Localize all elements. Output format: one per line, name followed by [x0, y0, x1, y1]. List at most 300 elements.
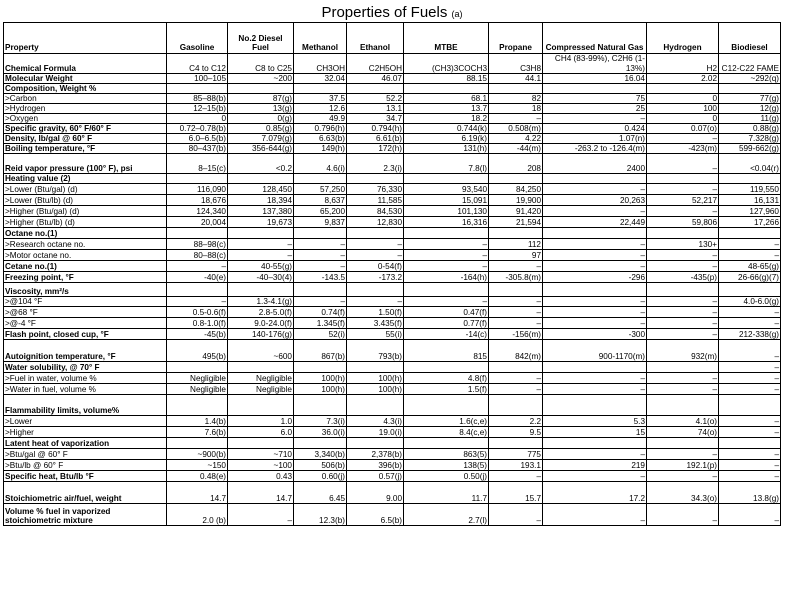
table-cell: C12-C22 FAME [719, 54, 781, 74]
table-cell: 1.5(f) [404, 384, 489, 395]
table-cell: 2.8-5.0(f) [228, 307, 294, 318]
table-row [4, 144, 781, 154]
table-cell: 842(m) [489, 340, 543, 362]
table-cell: – [543, 261, 647, 272]
table-cell: 0.796(h) [294, 124, 347, 134]
table-cell: 0.43 [228, 471, 294, 482]
table-cell [719, 283, 781, 297]
table-cell: 13.8(g) [719, 482, 781, 504]
table-cell: 13.1 [347, 104, 404, 114]
table-cell [294, 84, 347, 94]
table-cell: – [543, 239, 647, 250]
table-cell: – [347, 250, 404, 261]
table-cell: – [719, 384, 781, 395]
table-cell: CH4 (83-99%), C2H6 (1-13%) [543, 54, 647, 74]
table-cell [543, 84, 647, 94]
table-cell: 12,830 [347, 217, 404, 228]
table-cell: – [489, 471, 543, 482]
table-cell [647, 283, 719, 297]
table-cell: -305.8(m) [489, 272, 543, 283]
table-cell: 495(b) [167, 340, 228, 362]
table-cell: 6.0–6.5(b) [167, 134, 228, 144]
table-cell: 3.435(f) [347, 318, 404, 329]
row-label: Boiling temperature, °F [4, 144, 167, 154]
table-row [4, 329, 781, 340]
table-row [4, 283, 781, 297]
table-cell: 26-66(g)(7) [719, 272, 781, 283]
table-cell: 208 [489, 154, 543, 174]
row-label: Specific heat, Btu/lb °F [4, 471, 167, 482]
table-cell: C4 to C12 [167, 54, 228, 74]
row-label: >Higher (Btu/lb) (d) [4, 217, 167, 228]
table-cell [294, 174, 347, 184]
row-label: Volume % fuel in vaporized stoichiometric mixture [4, 504, 167, 526]
table-cell: – [543, 318, 647, 329]
table-cell: 55(i) [347, 329, 404, 340]
table-row [4, 482, 781, 504]
row-label: Flammability limits, volume% [4, 395, 167, 416]
table-cell: 57,250 [294, 184, 347, 195]
row-label: >@68 °F [4, 307, 167, 318]
table-cell: 119,550 [719, 184, 781, 195]
table-cell [347, 174, 404, 184]
table-cell [347, 84, 404, 94]
table-cell: – [294, 250, 347, 261]
table-cell: 6.19(k) [404, 134, 489, 144]
table-cell: – [228, 504, 294, 526]
table-cell [489, 228, 543, 239]
table-cell: – [489, 373, 543, 384]
table-cell: ~150 [167, 460, 228, 471]
table-cell [543, 395, 647, 416]
table-row [4, 154, 781, 174]
table-cell: – [543, 184, 647, 195]
table-cell: – [543, 504, 647, 526]
table-cell: (CH3)3COCH3 [404, 54, 489, 74]
table-cell: – [489, 114, 543, 124]
table-cell: 100–105 [167, 74, 228, 84]
table-cell: 80–437(b) [167, 144, 228, 154]
table-cell: 4.3(i) [347, 416, 404, 427]
table-cell: 15 [543, 427, 647, 438]
table-cell: – [404, 261, 489, 272]
table-cell: 6.61(b) [347, 134, 404, 144]
table-cell: – [719, 250, 781, 261]
table-cell [489, 438, 543, 449]
table-cell: – [647, 250, 719, 261]
table-cell: – [647, 307, 719, 318]
row-label: >@104 °F [4, 297, 167, 307]
table-cell [228, 283, 294, 297]
row-label: Composition, Weight % [4, 84, 167, 94]
table-cell: 18,394 [228, 195, 294, 206]
row-label: >Hydrogen [4, 104, 167, 114]
table-cell: 0.47(f) [404, 307, 489, 318]
table-row [4, 307, 781, 318]
table-cell: 0.07(o) [647, 124, 719, 134]
table-cell [347, 362, 404, 373]
table-cell: Negligible [167, 373, 228, 384]
table-cell: 775 [489, 449, 543, 460]
table-cell: 0.60(j) [294, 471, 347, 482]
table-cell: ~710 [228, 449, 294, 460]
table-cell: 212-338(g) [719, 329, 781, 340]
table-row [4, 395, 781, 416]
table-row [4, 362, 781, 373]
table-cell: C8 to C25 [228, 54, 294, 74]
table-cell: 219 [543, 460, 647, 471]
table-cell: – [543, 307, 647, 318]
row-label: >Oxygen [4, 114, 167, 124]
table-cell [719, 174, 781, 184]
table-cell: 76,330 [347, 184, 404, 195]
table-cell: – [294, 239, 347, 250]
row-label: >Higher (Btu/gal) (d) [4, 206, 167, 217]
row-label: >Research octane no. [4, 239, 167, 250]
row-label: >Btu/lb @ 60° F [4, 460, 167, 471]
table-cell [489, 84, 543, 94]
header-biodiesel: Biodiesel [719, 23, 781, 54]
header-gasoline: Gasoline [167, 23, 228, 54]
table-cell: 82 [489, 94, 543, 104]
table-cell: 11,585 [347, 195, 404, 206]
table-cell: 192.1(p) [647, 460, 719, 471]
table-cell: 100 [647, 104, 719, 114]
table-cell [294, 228, 347, 239]
table-cell: 34.7 [347, 114, 404, 124]
table-cell: – [647, 471, 719, 482]
table-row [4, 340, 781, 362]
table-cell: <0.2 [228, 154, 294, 174]
table-cell: 77(g) [719, 94, 781, 104]
table-row [4, 104, 781, 114]
table-cell: 19,673 [228, 217, 294, 228]
table-cell: 815 [404, 340, 489, 362]
table-row [4, 114, 781, 124]
table-row [4, 174, 781, 184]
table-cell: 12.3(b) [294, 504, 347, 526]
row-label: Stoichiometric air/fuel, weight [4, 482, 167, 504]
table-cell: Negligible [228, 384, 294, 395]
table-cell: 12.6 [294, 104, 347, 114]
table-cell [647, 395, 719, 416]
table-cell: 2.0 (b) [167, 504, 228, 526]
table-cell: 44.1 [489, 74, 543, 84]
table-cell: 0.50(j) [404, 471, 489, 482]
table-cell: 4.1(o) [647, 416, 719, 427]
table-row [4, 449, 781, 460]
table-row [4, 460, 781, 471]
table-row [4, 471, 781, 482]
table-cell [167, 84, 228, 94]
table-cell [347, 228, 404, 239]
table-cell: 87(g) [228, 94, 294, 104]
header-mtbe: MTBE [404, 23, 489, 54]
table-cell: – [347, 239, 404, 250]
table-cell: 32.04 [294, 74, 347, 84]
table-cell [543, 174, 647, 184]
table-cell: 18 [489, 104, 543, 114]
table-cell: ~200 [228, 74, 294, 84]
table-cell: 124,340 [167, 206, 228, 217]
table-cell: 91,420 [489, 206, 543, 217]
table-row [4, 54, 781, 74]
table-cell: 18,676 [167, 195, 228, 206]
table-cell: 36.0(i) [294, 427, 347, 438]
table-row [4, 124, 781, 134]
table-cell: 0.74(f) [294, 307, 347, 318]
table-cell: 65,200 [294, 206, 347, 217]
table-cell: 9,837 [294, 217, 347, 228]
table-cell: 2400 [543, 154, 647, 174]
table-cell: – [489, 318, 543, 329]
table-row [4, 206, 781, 217]
table-cell: 0.8-1.0(f) [167, 318, 228, 329]
table-cell: – [543, 206, 647, 217]
table-cell: 25 [543, 104, 647, 114]
table-cell: – [719, 416, 781, 427]
table-cell: – [719, 362, 781, 373]
table-cell: 2.7(l) [404, 504, 489, 526]
table-cell: 131(h) [404, 144, 489, 154]
table-cell: <0.04(r) [719, 154, 781, 174]
table-body [4, 23, 781, 526]
table-cell: – [294, 261, 347, 272]
table-cell: 1.4(b) [167, 416, 228, 427]
table-cell: 5.3 [543, 416, 647, 427]
table-cell: 19,900 [489, 195, 543, 206]
table-row [4, 261, 781, 272]
table-cell: – [228, 239, 294, 250]
table-cell: 52(i) [294, 329, 347, 340]
table-cell: 2,378(b) [347, 449, 404, 460]
table-cell: – [719, 373, 781, 384]
table-cell: 0 [647, 114, 719, 124]
table-cell: 101,130 [404, 206, 489, 217]
table-cell [167, 283, 228, 297]
table-cell: – [719, 449, 781, 460]
table-cell: 34.3(o) [647, 482, 719, 504]
table-cell [404, 228, 489, 239]
table-cell: 0.72–0.78(b) [167, 124, 228, 134]
table-cell [404, 438, 489, 449]
table-cell: 2.3(i) [347, 154, 404, 174]
table-cell [294, 362, 347, 373]
table-cell: – [647, 154, 719, 174]
table-cell: 116,090 [167, 184, 228, 195]
table-cell: – [647, 329, 719, 340]
table-cell [294, 283, 347, 297]
table-cell [647, 228, 719, 239]
row-label: Autoignition temperature, °F [4, 340, 167, 362]
table-row [4, 438, 781, 449]
table-cell: 11(g) [719, 114, 781, 124]
table-cell: 1.0 [228, 416, 294, 427]
table-cell [228, 362, 294, 373]
table-cell: 506(b) [294, 460, 347, 471]
table-cell: 4.0-6.0(g) [719, 297, 781, 307]
table-cell: 863(5) [404, 449, 489, 460]
table-cell: – [719, 460, 781, 471]
table-cell: H2 [647, 54, 719, 74]
row-label: >@-4 °F [4, 318, 167, 329]
table-cell [543, 362, 647, 373]
table-cell: – [404, 250, 489, 261]
table-row [4, 504, 781, 526]
table-cell: 138(5) [404, 460, 489, 471]
table-cell: – [489, 261, 543, 272]
table-cell: 17,266 [719, 217, 781, 228]
table-cell [228, 438, 294, 449]
table-cell: – [719, 504, 781, 526]
table-cell: 18.2 [404, 114, 489, 124]
row-label: Freezing point, °F [4, 272, 167, 283]
table-cell: 396(b) [347, 460, 404, 471]
table-cell: -44(m) [489, 144, 543, 154]
table-cell: – [543, 373, 647, 384]
table-cell: – [647, 318, 719, 329]
row-label: >Motor octane no. [4, 250, 167, 261]
table-cell: 599-662(g) [719, 144, 781, 154]
row-label: Cetane no.(1) [4, 261, 167, 272]
table-cell: – [719, 427, 781, 438]
table-cell: 0.794(h) [347, 124, 404, 134]
table-cell: – [489, 504, 543, 526]
table-cell: – [543, 384, 647, 395]
table-cell: – [719, 471, 781, 482]
table-cell: 1.345(f) [294, 318, 347, 329]
table-cell: 16.04 [543, 74, 647, 84]
table-cell: CH3OH [294, 54, 347, 74]
table-cell: – [647, 504, 719, 526]
table-cell: 0.744(k) [404, 124, 489, 134]
table-cell: 17.2 [543, 482, 647, 504]
table-cell: 84,250 [489, 184, 543, 195]
table-cell: -296 [543, 272, 647, 283]
table-row [4, 373, 781, 384]
header-property: Property [4, 23, 167, 54]
table-cell [489, 174, 543, 184]
row-label: Viscosity, mm²/s [4, 283, 167, 297]
table-cell: 49.9 [294, 114, 347, 124]
table-cell: – [543, 449, 647, 460]
table-row [4, 184, 781, 195]
table-cell: – [647, 297, 719, 307]
table-cell: 9.5 [489, 427, 543, 438]
header-row [4, 23, 781, 54]
table-cell: 74(o) [647, 427, 719, 438]
table-cell: -45(b) [167, 329, 228, 340]
table-cell: 15,091 [404, 195, 489, 206]
table-cell: 40-55(g) [228, 261, 294, 272]
table-cell: 100(h) [347, 373, 404, 384]
header-propane: Propane [489, 23, 543, 54]
table-cell: – [719, 239, 781, 250]
row-label: Water solubility, @ 70° F [4, 362, 167, 373]
row-label: >Lower (Btu/lb) (d) [4, 195, 167, 206]
table-cell: 46.07 [347, 74, 404, 84]
table-row [4, 217, 781, 228]
table-cell: 9.0-24.0(f) [228, 318, 294, 329]
table-cell: – [719, 340, 781, 362]
table-cell [543, 283, 647, 297]
table-cell [404, 84, 489, 94]
row-label: >Lower [4, 416, 167, 427]
table-cell: 149(h) [294, 144, 347, 154]
table-cell: 20,263 [543, 195, 647, 206]
table-cell: 4.6(i) [294, 154, 347, 174]
page-title [0, 4, 784, 21]
table-cell: 0 [167, 114, 228, 124]
table-cell: 13(g) [228, 104, 294, 114]
table-cell: 7.8(l) [404, 154, 489, 174]
row-label: Reid vapor pressure (100° F), psi [4, 154, 167, 174]
table-cell: 15.7 [489, 482, 543, 504]
table-cell: 9.00 [347, 482, 404, 504]
header-methanol: Methanol [294, 23, 347, 54]
table-cell: 100(h) [347, 384, 404, 395]
table-cell: 0.424 [543, 124, 647, 134]
table-cell: 84,530 [347, 206, 404, 217]
table-cell: 11.7 [404, 482, 489, 504]
table-cell [228, 395, 294, 416]
table-cell: – [719, 307, 781, 318]
table-cell [167, 362, 228, 373]
table-cell: 97 [489, 250, 543, 261]
table-row [4, 134, 781, 144]
table-cell: 14.7 [167, 482, 228, 504]
table-cell: 2.02 [647, 74, 719, 84]
table-cell: 52.2 [347, 94, 404, 104]
table-cell: -423(m) [647, 144, 719, 154]
table-cell [167, 174, 228, 184]
table-cell: 0.57(j) [347, 471, 404, 482]
table-cell: 68.1 [404, 94, 489, 104]
table-cell: 867(b) [294, 340, 347, 362]
table-cell: 3,340(b) [294, 449, 347, 460]
table-cell: 6.5(b) [347, 504, 404, 526]
table-cell: 193.1 [489, 460, 543, 471]
table-cell [228, 228, 294, 239]
table-row [4, 250, 781, 261]
table-cell: – [489, 307, 543, 318]
table-cell [167, 395, 228, 416]
table-cell: 88.15 [404, 74, 489, 84]
table-cell [543, 438, 647, 449]
row-label: Latent heat of vaporization [4, 438, 167, 449]
table-cell: – [647, 184, 719, 195]
header-diesel: No.2 Diesel Fuel [228, 23, 294, 54]
table-row [4, 239, 781, 250]
table-cell: 1.50(f) [347, 307, 404, 318]
table-cell: 0 [647, 94, 719, 104]
table-cell: 12(g) [719, 104, 781, 114]
table-cell [294, 395, 347, 416]
table-cell: 16,316 [404, 217, 489, 228]
header-ethanol: Ethanol [347, 23, 404, 54]
table-cell: – [719, 318, 781, 329]
table-cell: -173.2 [347, 272, 404, 283]
table-cell: C2H5OH [347, 54, 404, 74]
table-cell: 1.07(n) [543, 134, 647, 144]
table-cell [404, 283, 489, 297]
table-cell: 59,806 [647, 217, 719, 228]
table-cell: – [228, 250, 294, 261]
table-cell: -40–30(4) [228, 272, 294, 283]
table-row [4, 384, 781, 395]
table-cell [719, 84, 781, 94]
table-cell: 128,450 [228, 184, 294, 195]
